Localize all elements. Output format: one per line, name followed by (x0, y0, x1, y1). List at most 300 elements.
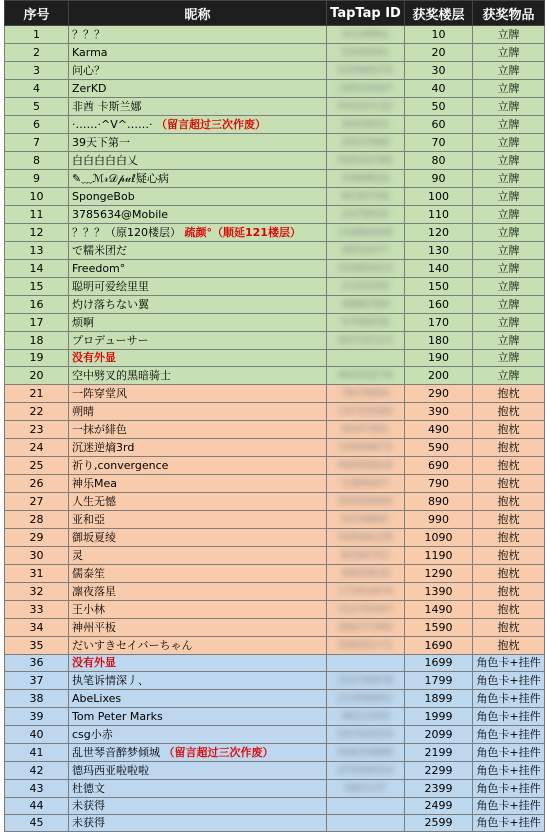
floor-cell: 100 (405, 188, 473, 206)
floor-cell: 40 (405, 80, 473, 98)
table-row (5, 493, 545, 511)
nickname-cell (69, 726, 327, 744)
nickname-cell (69, 44, 327, 62)
floor-cell: 2199 (405, 744, 473, 762)
prize-cell: 抱枕 (473, 385, 545, 403)
nickname-text: 白白白白白乂 (72, 153, 138, 167)
taptap-id-cell (327, 780, 405, 798)
taptap-id-cell (327, 637, 405, 655)
row-index-cell: 11 (5, 206, 69, 224)
nickname-text: Karma (72, 45, 108, 59)
taptap-id-cell (327, 798, 405, 815)
row-index-cell: 15 (5, 278, 69, 296)
table-row (5, 726, 545, 744)
prize-cell: 立牌 (473, 367, 545, 385)
taptap-id-blurred: 50530785 (338, 155, 393, 166)
nickname-text: Freedom° (72, 261, 126, 275)
row-index-cell: 7 (5, 134, 69, 152)
taptap-id-blurred: 9955818 (341, 568, 390, 579)
row-index-cell: 2 (5, 44, 69, 62)
table-row (5, 314, 545, 332)
row-index-cell: 40 (5, 726, 69, 744)
taptap-id-cell (327, 314, 405, 332)
taptap-id-cell (327, 529, 405, 547)
row-index-cell: 42 (5, 762, 69, 780)
prize-cell: 角色卡+挂件 (473, 762, 545, 780)
taptap-id-cell (327, 385, 405, 403)
taptap-id-blurred: 50655171 (338, 640, 393, 651)
taptap-id-blurred: 21880400 (338, 227, 393, 238)
floor-cell: 490 (405, 421, 473, 439)
floor-cell: 690 (405, 457, 473, 475)
nickname-text: ✎﹏ℳ𝓇𝒟𝓅𝓊ℓ疑心病 (72, 171, 169, 185)
nickname-cell (69, 475, 327, 493)
floor-cell: 30 (405, 62, 473, 80)
table-row (5, 367, 545, 385)
nickname-cell (69, 98, 327, 116)
nickname-text: 乱世琴音醉梦倾城 (72, 745, 160, 759)
taptap-id-cell (327, 565, 405, 583)
taptap-id-cell (327, 708, 405, 726)
nickname-cell (69, 655, 327, 672)
floor-cell: 50 (405, 98, 473, 116)
prize-cell: 抱枕 (473, 511, 545, 529)
table-row (5, 116, 545, 134)
nickname-cell (69, 260, 327, 278)
nickname-cell (69, 385, 327, 403)
table-row (5, 98, 545, 116)
floor-cell: 290 (405, 385, 473, 403)
prize-cell: 抱枕 (473, 565, 545, 583)
floor-cell: 1799 (405, 672, 473, 690)
table-row (5, 188, 545, 206)
nickname-cell (69, 332, 327, 350)
nickname-text: 灵 (72, 548, 83, 562)
table-row (5, 744, 545, 762)
prize-cell: 立牌 (473, 44, 545, 62)
taptap-id-blurred: 33276878 (338, 675, 393, 686)
floor-cell: 1999 (405, 708, 473, 726)
prize-sheet (4, 0, 544, 832)
nickname-cell (69, 637, 327, 655)
nickname-cell (69, 511, 327, 529)
row-index-cell: 10 (5, 188, 69, 206)
taptap-id-cell (327, 80, 405, 98)
nickname-cell (69, 798, 327, 815)
taptap-id-cell (327, 583, 405, 601)
nickname-text: 非酋 卡斯兰娜 (72, 99, 142, 113)
row-index-cell: 37 (5, 672, 69, 690)
taptap-id-cell (327, 242, 405, 260)
floor-cell: 390 (405, 403, 473, 421)
prize-cell: 角色卡+挂件 (473, 744, 545, 762)
taptap-id-blurred: 4611449 (341, 711, 390, 722)
taptap-id-blurred: 2643652 (341, 119, 390, 130)
floor-cell: 90 (405, 170, 473, 188)
floor-cell: 2599 (405, 815, 473, 832)
taptap-id-cell (327, 672, 405, 690)
taptap-id-blurred: 5018882 (341, 514, 390, 525)
prize-cell: 立牌 (473, 242, 545, 260)
nickname-text: 德玛西亚啦啦啦 (72, 763, 149, 777)
header-index: 序号 (5, 1, 69, 26)
row-index-cell: 45 (5, 815, 69, 832)
taptap-id-blurred: 40056610 (338, 460, 393, 471)
taptap-id-blurred: 49725123 (338, 335, 393, 346)
row-index-cell: 35 (5, 637, 69, 655)
nickname-cell (69, 62, 327, 80)
prize-cell: 角色卡+挂件 (473, 798, 545, 815)
floor-cell: 20 (405, 44, 473, 62)
taptap-id-blurred: 7673904 (341, 388, 390, 399)
floor-cell: 590 (405, 439, 473, 457)
taptap-id-blurred: 46677395 (338, 622, 393, 633)
table-row (5, 619, 545, 637)
prize-cell: 立牌 (473, 152, 545, 170)
taptap-id-cell (327, 744, 405, 762)
floor-cell: 60 (405, 116, 473, 134)
nickname-text: 聪明可爱绘里里 (72, 279, 149, 293)
prize-cell: 抱枕 (473, 637, 545, 655)
table-row (5, 350, 545, 367)
taptap-id-cell (327, 619, 405, 637)
taptap-id-blurred: 5758039 (341, 317, 390, 328)
prize-cell: 立牌 (473, 260, 545, 278)
floor-cell: 170 (405, 314, 473, 332)
taptap-id-cell (327, 762, 405, 780)
table-row (5, 134, 545, 152)
table-row (5, 457, 545, 475)
taptap-id-blurred: 2142040 (341, 281, 390, 292)
row-index-cell: 3 (5, 62, 69, 80)
prize-cell: 抱枕 (473, 457, 545, 475)
nickname-text: だいすきセイバーちゃん (72, 638, 193, 652)
taptap-id-blurred: 47056543 (338, 765, 393, 776)
table-row (5, 26, 545, 44)
taptap-id-blurred: 43066075 (338, 65, 393, 76)
nickname-text: 39天下第一 (72, 135, 130, 149)
header-floor: 获奖楼层 (405, 1, 473, 26)
taptap-id-cell (327, 206, 405, 224)
prize-cell: 抱枕 (473, 601, 545, 619)
nickname-cell (69, 457, 327, 475)
row-index-cell: 27 (5, 493, 69, 511)
nickname-text: 执笔诉情深丿、 (72, 673, 149, 687)
winners-table (4, 0, 545, 832)
table-row (5, 565, 545, 583)
nickname-text: 未获得 (72, 816, 105, 829)
nickname-text: 灼け落ちない翼 (72, 297, 149, 311)
nickname-text: 杜德文 (72, 781, 105, 795)
row-index-cell: 30 (5, 547, 69, 565)
nickname-cell (69, 80, 327, 98)
table-row (5, 475, 545, 493)
header-taptap-id: TapTap ID (327, 1, 405, 26)
row-index-cell: 6 (5, 116, 69, 134)
row-index-cell: 39 (5, 708, 69, 726)
nickname-text: csg小赤 (72, 727, 113, 741)
taptap-id-blurred: 50540064 (338, 496, 393, 507)
row-index-cell: 9 (5, 170, 69, 188)
taptap-id-blurred: 3219862 (341, 29, 390, 40)
prize-cell: 立牌 (473, 278, 545, 296)
nickname-text: ZerKD (72, 81, 107, 95)
nickname-text: 一阵穿堂风 (72, 386, 127, 400)
floor-cell: 1699 (405, 655, 473, 672)
table-row (5, 62, 545, 80)
nickname-cell (69, 708, 327, 726)
taptap-id-cell (327, 260, 405, 278)
table-row (5, 637, 545, 655)
row-index-cell: 21 (5, 385, 69, 403)
nickname-cell (69, 188, 327, 206)
prize-cell: 立牌 (473, 116, 545, 134)
taptap-id-blurred: 50634888 (338, 747, 393, 758)
nickname-cell (69, 134, 327, 152)
taptap-id-cell (327, 421, 405, 439)
taptap-id-cell (327, 170, 405, 188)
nickname-cell (69, 619, 327, 637)
nickname-cell (69, 206, 327, 224)
taptap-id-cell (327, 511, 405, 529)
taptap-id-blurred: 3389624 (341, 173, 390, 184)
prize-cell: 立牌 (473, 62, 545, 80)
prize-cell: 角色卡+挂件 (473, 726, 545, 744)
prize-cell: 立牌 (473, 296, 545, 314)
floor-cell: 140 (405, 260, 473, 278)
nickname-text: 御坂夏绫 (72, 530, 116, 544)
nickname-text: で糯米团だ (72, 243, 127, 257)
taptap-id-blurred: 8230756 (341, 191, 390, 202)
prize-cell: 抱枕 (473, 547, 545, 565)
table-row (5, 206, 545, 224)
taptap-id-cell (327, 188, 405, 206)
prize-cell: 立牌 (473, 206, 545, 224)
nickname-note: （留言超过三次作废） (155, 117, 266, 131)
nickname-text: Tom Peter Marks (72, 709, 163, 723)
floor-cell: 1090 (405, 529, 473, 547)
prize-cell: 立牌 (473, 314, 545, 332)
floor-cell: 990 (405, 511, 473, 529)
floor-cell: 1490 (405, 601, 473, 619)
table-row (5, 170, 545, 188)
table-row (5, 260, 545, 278)
row-index-cell: 16 (5, 296, 69, 314)
taptap-id-blurred: 4686769 (341, 299, 390, 310)
prize-cell: 角色卡+挂件 (473, 815, 545, 832)
floor-cell: 2399 (405, 780, 473, 798)
row-index-cell: 18 (5, 332, 69, 350)
table-body (5, 26, 545, 832)
nickname-text: 3785634@Mobile (72, 207, 169, 221)
floor-cell: 1190 (405, 547, 473, 565)
prize-cell: 角色卡+挂件 (473, 690, 545, 708)
nickname-text: 神乐Mea (72, 476, 117, 490)
row-index-cell: 32 (5, 583, 69, 601)
taptap-id-cell (327, 152, 405, 170)
taptap-id-blurred: 2647669 (341, 137, 390, 148)
row-index-cell: 43 (5, 780, 69, 798)
taptap-id-cell (327, 98, 405, 116)
taptap-id-blurred: 44203132 (338, 101, 393, 112)
prize-cell: 立牌 (473, 188, 545, 206)
taptap-id-cell (327, 726, 405, 744)
prize-cell: 立牌 (473, 224, 545, 242)
nickname-cell (69, 350, 327, 367)
taptap-id-blurred: 21408952 (338, 693, 393, 704)
row-index-cell: 38 (5, 690, 69, 708)
floor-cell: 1390 (405, 583, 473, 601)
nickname-note: 疏颜°（顺延121楼层） (184, 225, 301, 239)
header-prize: 获奖物品 (473, 1, 545, 26)
floor-cell: 790 (405, 475, 473, 493)
prize-cell: 抱枕 (473, 493, 545, 511)
nickname-cell (69, 314, 327, 332)
taptap-id-cell (327, 278, 405, 296)
table-row (5, 762, 545, 780)
nickname-text: 未获得 (72, 799, 105, 812)
taptap-id-cell (327, 26, 405, 44)
nickname-cell (69, 296, 327, 314)
prize-cell: 角色卡+挂件 (473, 655, 545, 672)
nickname-text: 沉迷逆熵3rd (72, 440, 135, 454)
taptap-id-cell (327, 62, 405, 80)
table-row (5, 655, 545, 672)
nickname-text: 王小林 (72, 602, 105, 616)
prize-cell: 立牌 (473, 134, 545, 152)
row-index-cell: 22 (5, 403, 69, 421)
nickname-cell (69, 690, 327, 708)
taptap-id-cell (327, 690, 405, 708)
row-index-cell: 1 (5, 26, 69, 44)
taptap-id-cell (327, 815, 405, 832)
taptap-id-cell (327, 403, 405, 421)
taptap-id-blurred: 31275497 (338, 604, 393, 615)
floor-cell: 130 (405, 242, 473, 260)
table-row (5, 224, 545, 242)
row-index-cell: 13 (5, 242, 69, 260)
prize-cell: 立牌 (473, 170, 545, 188)
prize-cell: 立牌 (473, 350, 545, 367)
taptap-id-cell (327, 439, 405, 457)
row-index-cell: 12 (5, 224, 69, 242)
row-index-cell: 29 (5, 529, 69, 547)
row-index-cell: 5 (5, 98, 69, 116)
prize-cell: 角色卡+挂件 (473, 708, 545, 726)
nickname-cell (69, 421, 327, 439)
floor-cell: 200 (405, 367, 473, 385)
nickname-cell (69, 762, 327, 780)
taptap-id-blurred: 15569672 (338, 442, 393, 453)
taptap-id-blurred: 2479932 (341, 209, 390, 220)
nickname-cell (69, 26, 327, 44)
nickname-text: 没有外显 (72, 351, 116, 364)
table-row (5, 583, 545, 601)
nickname-cell (69, 439, 327, 457)
nickname-text: 儒泰笙 (72, 566, 105, 580)
table-row (5, 403, 545, 421)
nickname-cell (69, 493, 327, 511)
table-row (5, 296, 545, 314)
table-row (5, 547, 545, 565)
taptap-id-cell (327, 547, 405, 565)
table-row (5, 708, 545, 726)
taptap-id-cell (327, 296, 405, 314)
row-index-cell: 28 (5, 511, 69, 529)
nickname-cell (69, 403, 327, 421)
nickname-text: 一抹が緋色 (72, 422, 127, 436)
table-row (5, 80, 545, 98)
prize-cell: 立牌 (473, 98, 545, 116)
taptap-id-blurred: 4832077 (341, 245, 390, 256)
prize-cell: 立牌 (473, 26, 545, 44)
table-row (5, 529, 545, 547)
row-index-cell: 44 (5, 798, 69, 815)
nickname-text: 空中劈叉的黑暗骑士 (72, 368, 171, 382)
table-row (5, 439, 545, 457)
taptap-id-blurred: 582137 (344, 783, 387, 794)
nickname-cell (69, 116, 327, 134)
row-index-cell: 14 (5, 260, 69, 278)
nickname-text: 亚和亞 (72, 512, 105, 526)
nickname-cell (69, 242, 327, 260)
prize-cell: 抱枕 (473, 529, 545, 547)
nickname-text: 烦啊 (72, 315, 94, 329)
row-index-cell: 17 (5, 314, 69, 332)
taptap-id-cell (327, 116, 405, 134)
taptap-id-blurred: 17201874 (338, 586, 393, 597)
taptap-id-blurred: 48343278 (338, 370, 393, 381)
taptap-id-cell (327, 44, 405, 62)
taptap-id-blurred: 1385657 (341, 478, 390, 489)
table-row (5, 332, 545, 350)
taptap-id-cell (327, 332, 405, 350)
table-row (5, 242, 545, 260)
taptap-id-blurred: 50793554 (338, 729, 393, 740)
nickname-text: 人生无憾 (72, 494, 116, 508)
floor-cell: 2099 (405, 726, 473, 744)
row-index-cell: 34 (5, 619, 69, 637)
row-index-cell: 26 (5, 475, 69, 493)
row-index-cell: 33 (5, 601, 69, 619)
nickname-text: AbeLixes (72, 691, 122, 705)
nickname-cell (69, 601, 327, 619)
nickname-cell (69, 224, 327, 242)
nickname-cell (69, 170, 327, 188)
nickname-cell (69, 780, 327, 798)
nickname-text: 神州平板 (72, 620, 116, 634)
floor-cell: 10 (405, 26, 473, 44)
prize-cell: 角色卡+挂件 (473, 672, 545, 690)
taptap-id-cell (327, 475, 405, 493)
floor-cell: 80 (405, 152, 473, 170)
table-row (5, 152, 545, 170)
prize-cell: 抱枕 (473, 421, 545, 439)
nickname-text: プロデューサー (72, 333, 149, 347)
taptap-id-blurred: 9437391 (341, 424, 390, 435)
prize-cell: 立牌 (473, 332, 545, 350)
floor-cell: 70 (405, 134, 473, 152)
header-nickname: 昵称 (69, 1, 327, 26)
floor-cell: 2499 (405, 798, 473, 815)
taptap-id-cell (327, 224, 405, 242)
taptap-id-blurred: 14752585 (338, 406, 393, 417)
nickname-text: SpongeBob (72, 189, 135, 203)
floor-cell: 890 (405, 493, 473, 511)
row-index-cell: 36 (5, 655, 69, 672)
row-index-cell: 4 (5, 80, 69, 98)
nickname-text: 问心？ (72, 63, 105, 77)
